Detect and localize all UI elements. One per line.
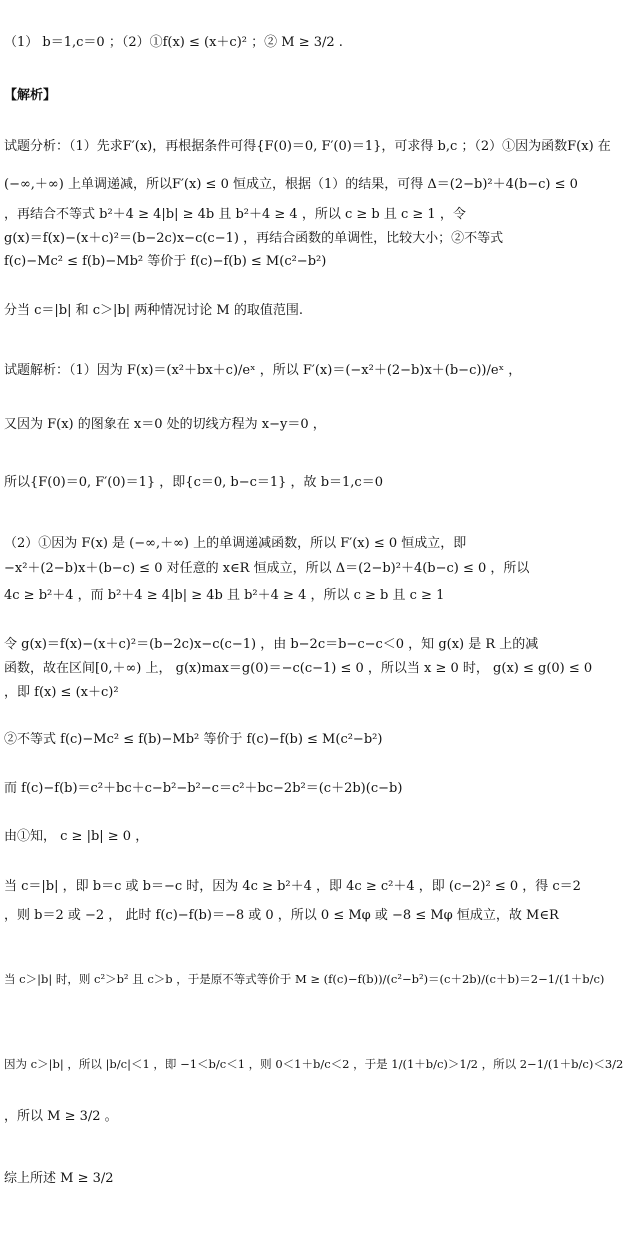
analysis-line-2: (−∞,＋∞) 上单调递减，所以F′(x) ≤ 0 恒成立，根据（1）的结果，可得 Δ＝(2−b)²＋4(b−c) ≤ 0	[4, 177, 578, 192]
analysis-line-3: ，再结合不等式 b²＋4 ≥ 4|b| ≥ 4b 且 b²＋4 ≥ 4 ，所以 c ≥ b 且 c ≥ 1 ，令	[4, 207, 466, 222]
solution-line-6: 4c ≥ b²＋4 ，而 b²＋4 ≥ 4|b| ≥ 4b 且 b²＋4 ≥ 4 ，所以 c ≥ b 且 c ≥ 1	[4, 588, 445, 603]
section-label: 【解析】	[4, 88, 57, 103]
analysis-line-1: 试题分析：（1）先求F′(x)，再根据条件可得{F(0)＝0, F′(0)＝1}，可求得 b,c ；（2）①因为函数F(x) 在	[4, 139, 611, 154]
solution-line-8: 函数，故在区间[0,＋∞) 上， g(x)max＝g(0)＝−c(c−1) ≤ 0 ，所以当 x ≥ 0 时， g(x) ≤ g(0) ≤ 0	[4, 661, 593, 676]
solution-line-9: ，即 f(x) ≤ (x＋c)²	[4, 685, 119, 700]
solution-line-2: 又因为 F(x) 的图象在 x＝0 处的切线方程为 x−y＝0 ，	[4, 417, 326, 432]
solution-line-16: 因为 c＞|b| ，所以 |b/c|＜1 ，即 −1＜b/c＜1 ，则 0＜1＋b/c＜2 ，于是 1/(1＋b/c)＞1/2 ，所以 2−1/(1＋b/c)＜3/2	[4, 1057, 624, 1071]
solution-line-3: 所以{F(0)＝0, F′(0)＝1} ，即{c＝0, b−c＝1} ，故 b＝1,c＝0	[4, 475, 383, 490]
solution-line-5: −x²＋(2−b)x＋(b−c) ≤ 0 对任意的 x∈R 恒成立，所以 Δ＝(2−b)²＋4(b−c) ≤ 0 ，所以	[4, 561, 530, 576]
analysis-line-5: f(c)−Mc² ≤ f(b)−Mb² 等价于 f(c)−f(b) ≤ M(c²−b²)	[4, 254, 327, 269]
solution-line-15: 当 c＞|b| 时，则 c²＞b² 且 c＞b ，于是原不等式等价于 M ≥ (f(c)−f(b))/(c²−b²)＝(c＋2b)/(c＋b)＝2−1/(1＋b/c)	[4, 972, 605, 986]
solution-line-10: ②不等式 f(c)−Mc² ≤ f(b)−Mb² 等价于 f(c)−f(b) ≤ M(c²−b²)	[4, 732, 383, 747]
analysis-line-6: 分当 c＝|b| 和 c＞|b| 两种情况讨论 M 的取值范围.	[4, 303, 303, 318]
solution-line-1: 试题解析：（1）因为 F(x)＝(x²＋bx＋c)/eˣ ，所以 F′(x)＝(−x²＋(2−b)x＋(b−c))/eˣ ，	[4, 363, 522, 378]
solution-line-18: 综上所述 M ≥ 3/2	[4, 1171, 114, 1186]
solution-line-7: 令 g(x)＝f(x)−(x＋c)²＝(b−2c)x−c(c−1) ，由 b−2c＝b−c−c＜0 ，知 g(x) 是 R 上的减	[4, 637, 539, 652]
answer-line: （1） b＝1,c＝0 ；（2）①f(x) ≤ (x＋c)² ；② M ≥ 3/2 .	[4, 35, 343, 50]
solution-line-11: 而 f(c)−f(b)＝c²＋bc＋c−b²−b²−c＝c²＋bc−2b²＝(c＋2b)(c−b)	[4, 781, 403, 796]
solution-line-17: ，所以 M ≥ 3/2 。	[4, 1109, 118, 1124]
solution-line-12: 由①知， c ≥ |b| ≥ 0 ，	[4, 829, 149, 844]
solution-line-4: （2）①因为 F(x) 是 (−∞,＋∞) 上的单调递减函数，所以 F′(x) ≤ 0 恒成立，即	[4, 536, 467, 551]
solution-line-13: 当 c＝|b| ，即 b＝c 或 b＝−c 时，因为 4c ≥ b²＋4 ，即 4c ≥ c²＋4 ，即 (c−2)² ≤ 0 ，得 c＝2	[4, 879, 581, 894]
solution-line-14: ，则 b＝2 或 −2 ， 此时 f(c)−f(b)＝−8 或 0 ，所以 0 ≤ Mφ 或 −8 ≤ Mφ 恒成立，故 M∈R	[4, 908, 559, 923]
analysis-line-4: g(x)＝f(x)−(x＋c)²＝(b−2c)x−c(c−1) ，再结合函数的单调性，比较大小；②不等式	[4, 231, 504, 246]
